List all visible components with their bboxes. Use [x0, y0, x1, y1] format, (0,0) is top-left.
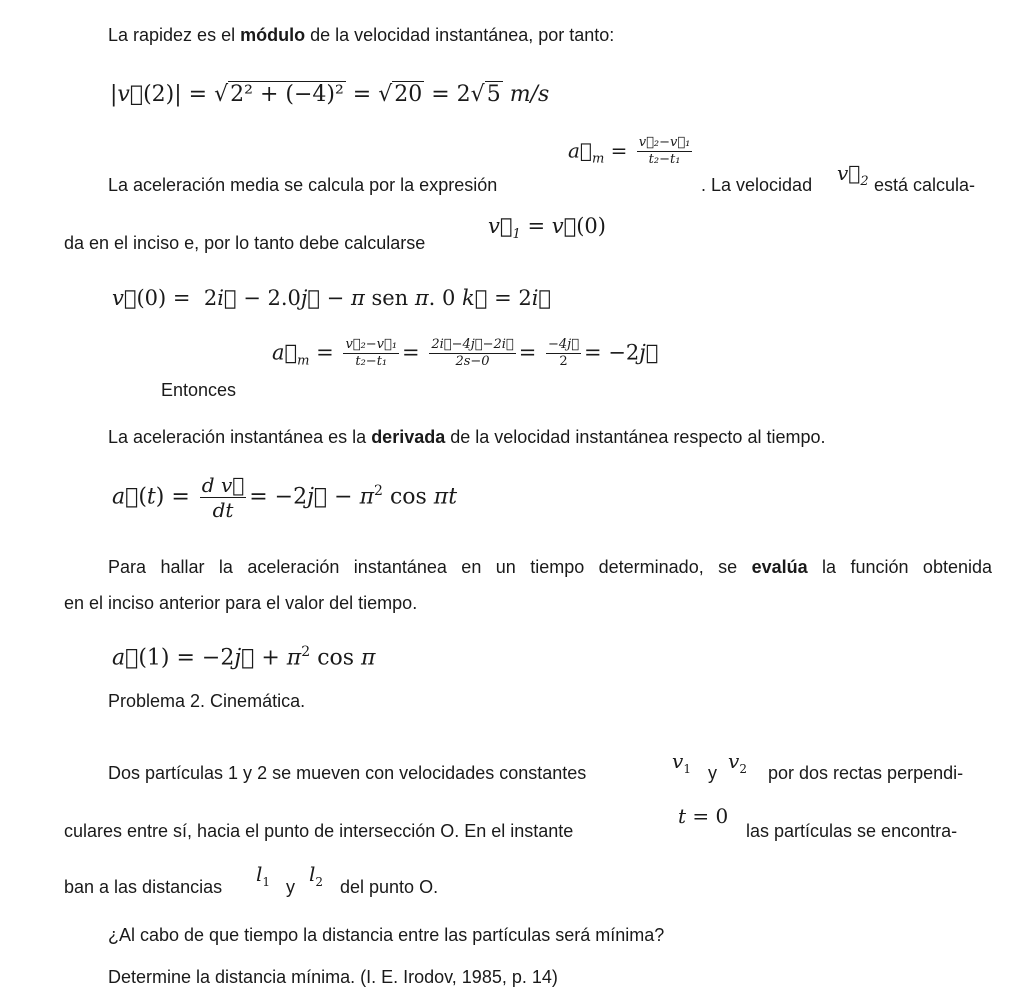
- question-distancia: Determine la distancia mínima. (I. E. Irodov, 1985, p. 14): [108, 967, 558, 987]
- symbol-v1: $v_1$: [672, 749, 691, 776]
- paragraph-dos-particulas: Dos partículas 1 y 2 se mueven con velocidades constantes: [108, 763, 587, 783]
- paragraph-inciso-e: da en el inciso e, por lo tanto debe calcularse: [64, 233, 426, 253]
- text: la función obtenida: [807, 557, 992, 577]
- equation-am-result: $a⃗_m$ = $\frac{\text{v⃗₂−v⃗₁}}{\text{t₂−t₁}}$ = $\frac{2i⃗-4j⃗-2i⃗}{2s-0}$ = $\frac{-4j⃗}{2}$ = −2j⃗: [272, 337, 659, 370]
- symbol-l2: $l_2$: [309, 862, 324, 889]
- text: Para hallar la aceleración instantánea en un tiempo determinado, se: [108, 557, 752, 577]
- text-rectas-perpendi: por dos rectas perpendi-: [768, 763, 964, 783]
- bold-term: evalúa: [751, 557, 808, 577]
- paragraph-para-hallar: [108, 556, 992, 578]
- symbol-v2-scalar: $v_2$: [728, 749, 747, 776]
- text: La rapidez es el: [108, 25, 241, 45]
- equation-speed: |v⃗(2)| = √2² + (−4)² = √20 = 2√5 m/s: [110, 82, 550, 107]
- text: La aceleración instantánea es la: [108, 427, 372, 447]
- equation-t0: t = 0: [678, 804, 729, 828]
- equation-v1: $v⃗_1$ = v⃗(0): [488, 214, 606, 243]
- text-entonces: Entonces: [161, 380, 237, 400]
- bold-term: módulo: [240, 25, 306, 45]
- text: de la velocidad instantánea respecto al tiempo.: [445, 427, 826, 447]
- paragraph-ban-a-las: ban a las distancias: [64, 877, 223, 897]
- text-esta-calcula: está calcula-: [874, 175, 976, 195]
- text-del-punto-o: del punto O.: [340, 877, 439, 897]
- paragraph-aceleracion-media: La aceleración media se calcula por la expresión: [108, 175, 498, 195]
- symbol-l1: $l_1$: [256, 862, 271, 889]
- text: de la velocidad instantánea, por tanto:: [305, 25, 615, 45]
- symbol-v2: $v⃗_2$: [837, 161, 869, 189]
- equation-a-1: a⃗(1) = −2j⃗ + $\pi^2$ cos π: [112, 644, 376, 671]
- question-tiempo: ¿Al cabo de que tiempo la distancia entre las partículas será mínima?: [108, 925, 665, 945]
- bold-term: derivada: [371, 427, 446, 447]
- text-y: y: [708, 763, 717, 783]
- text-y: y: [286, 877, 295, 897]
- paragraph-aceleracion-instantanea: [108, 426, 825, 448]
- paragraph-culares: culares entre sí, hacia el punto de intersección O. En el instante: [64, 821, 574, 841]
- problem-heading: Problema 2. Cinemática.: [108, 691, 306, 711]
- text-se-encontra: las partículas se encontra-: [746, 821, 958, 841]
- equation-a-t: a⃗(t) = $\frac{\text{d v⃗}}{dt}$ = −2j⃗ − $\pi^2$ cos πt: [112, 473, 458, 522]
- equation-am-definition: $a⃗_m$ = $\frac{\text{v⃗₂−v⃗₁}}{\text{t₂−t₁}}$: [568, 135, 691, 168]
- paragraph-rapidez: [108, 24, 614, 46]
- equation-v0: v⃗(0) = 2i⃗ − 2.0j⃗ − π sen π. 0 k⃗ = 2i⃗: [112, 286, 552, 310]
- paragraph-inciso-anterior: en el inciso anterior para el valor del tiempo.: [64, 593, 418, 613]
- text-la-velocidad: . La velocidad: [701, 175, 813, 195]
